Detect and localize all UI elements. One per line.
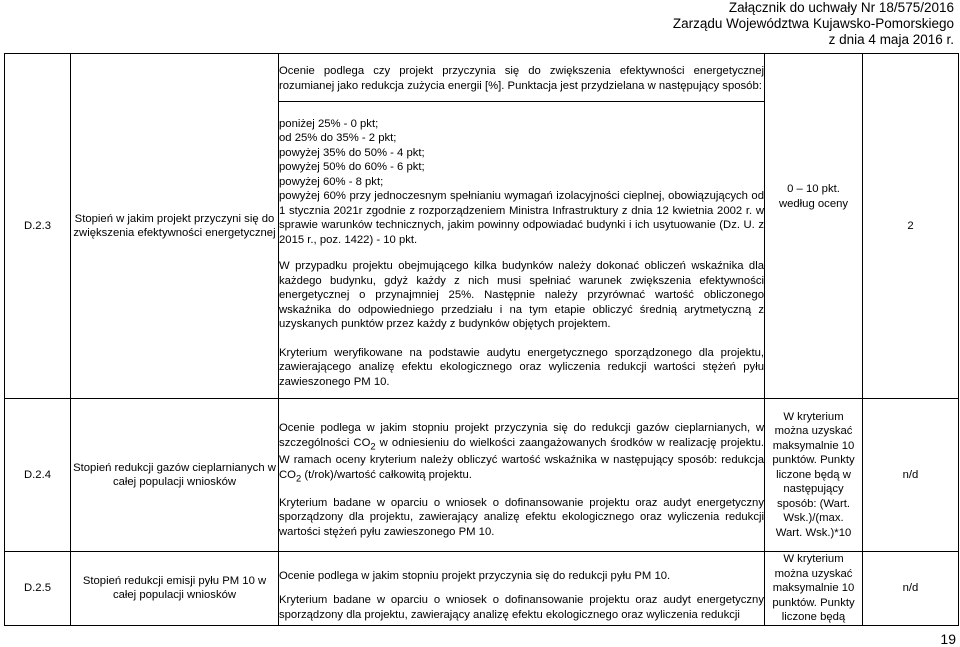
description-paragraph [279, 421, 764, 486]
table-row [5, 54, 959, 102]
verification-paragraph: Kryterium weryfikowane na podstawie audytu energetycznego sporządzonego dla projektu, zawierającego analizę efektu ekologicznego oraz wyliczenia redukcji wartości stężeń pyłu zawieszonego PM 10. [279, 346, 764, 388]
verification-paragraph: Kryterium badane w oparciu o wniosek o dofinansowanie projektu oraz audyt energetyczny sporządzony dla projektu, zawierający analizę efektu ekologicznego oraz wyliczenia redukcji [279, 594, 764, 621]
subscript: 2 [295, 472, 302, 483]
weight-cell [863, 552, 959, 626]
criteria-table [4, 53, 959, 626]
header-line-1: Załącznik do uchwały Nr 18/575/2016 [728, 0, 954, 15]
points-method: według oceny [778, 197, 849, 210]
list-item: od 25% do 35% - 2 pkt; [279, 132, 397, 145]
criterion-name: Stopień w jakim projekt przyczyni się do zwiększenia efektywności energetycznej [73, 212, 276, 239]
table-row [5, 552, 959, 626]
weight-value: 2 [907, 219, 914, 232]
text-part: Ocenie podlega w jakim stopniu projekt przyczynia się do redukcji gazów cieplarnianych, w szczególności CO [279, 422, 764, 449]
text-part: w odniesieniu do wielkości zaangażowanych środków w realizację projektu. W ramach oceny kryterium należy obliczyć wartość wskaźnika w następujący sposób: redukcja CO [279, 436, 764, 481]
weight-cell [863, 54, 959, 399]
verification-paragraph: Kryterium badane w oparciu o wniosek o dofinansowanie projektu oraz audyt energetyczny sporządzony dla projektu, zawierający analizę efektu ekologicznego oraz wyliczenia redukcji wartości stężeń pyłu zawieszonego PM 10. [279, 496, 764, 538]
criterion-id-cell [5, 399, 71, 552]
weight-cell [863, 399, 959, 552]
weight-value: n/d [902, 468, 919, 481]
list-item: powyżej 60% przy jednoczesnym spełnianiu wymagań izolacyjności cieplnej, obowiązujących od 1 stycznia 2021r zgodnie z rozporządzeniem Ministra Infrastruktury z dnia 12 kwietnia 2002 r. w sprawie warunków technicznych, jakim powinny odpowiadać budynki i ich usytuowanie (Dz. U. z 2015 r., poz. 1422) - 10 pkt. [279, 190, 764, 246]
points-cell [765, 552, 863, 626]
document-header [673, 0, 954, 48]
points-cell [765, 399, 863, 552]
criterion-intro: Ocenie podlega czy projekt przyczynia się do zwiększenia efektywności energetycznej rozumianej jako redukcja zużycia energii [%]. Punktacja jest przydzielana w następujący sposób: [279, 65, 764, 92]
header-line-2: Zarządu Województwa Kujawsko-Pomorskiego [672, 16, 954, 31]
subscript: 2 [370, 439, 376, 451]
page-number: 19 [940, 631, 956, 647]
criterion-intro-cell [279, 54, 765, 102]
points-description: W kryterium można uzyskać maksymalnie 10 punktów. Punkty liczone będą [772, 553, 855, 623]
criterion-name-cell [71, 399, 279, 552]
criterion-id: D.2.3 [23, 219, 51, 232]
description-paragraph: W przypadku projektu obejmującego kilka budynków należy dokonać obliczeń wskaźnika dla każdego budynku, gdyż każdy z nich musi spełniać warunek zwiększenia efektywności energetycznej o przynajmniej 25%. Następnie należy przyrównać wartość obliczonego wskaźnika do odpowiedniego przedziału i na tym etapie obliczyć średnią arytmetyczną z uzyskanych punktów przez każdy z budynków objętych projektem. [279, 260, 764, 331]
criterion-id-cell [5, 552, 71, 626]
criterion-description-cell [279, 399, 765, 552]
criterion-name-cell [71, 54, 279, 399]
criterion-description-cell [279, 102, 765, 399]
criterion-id-cell [5, 54, 71, 399]
points-cell [765, 54, 863, 399]
description-paragraph: Ocenie podlega w jakim stopniu projekt przyczynia się do redukcji pyłu PM 10. [279, 569, 671, 582]
criterion-name: Stopień redukcji gazów cieplarnianych w całej populacji wniosków [73, 461, 276, 488]
criterion-name: Stopień redukcji emisji pyłu PM 10 w całej populacji wniosków [82, 574, 267, 602]
criterion-description-cell [279, 552, 765, 626]
points-description: W kryterium można uzyskać maksymalnie 10 punktów. Punkty liczone będą w następujący sposób: (Wart. Wsk.)/(max. Wart. Wsk.)*10 [772, 410, 855, 539]
list-item: powyżej 50% do 60% - 6 pkt; [279, 161, 425, 174]
criterion-id: D.2.4 [23, 468, 51, 481]
table-row [5, 399, 959, 552]
weight-value: n/d [902, 582, 919, 594]
list-item: powyżej 60% - 8 pkt; [279, 175, 384, 188]
list-item: powyżej 35% do 50% - 4 pkt; [279, 146, 425, 159]
points-range: 0 – 10 pkt. [787, 183, 840, 195]
criterion-id: D.2.5 [23, 582, 51, 594]
text-part: (t/rok)/wartość całkowitą projektu. [301, 468, 472, 481]
list-item: poniżej 25% - 0 pkt; [279, 117, 379, 130]
criterion-name-cell [71, 552, 279, 626]
header-line-3: z dnia 4 maja 2016 r. [828, 32, 954, 47]
